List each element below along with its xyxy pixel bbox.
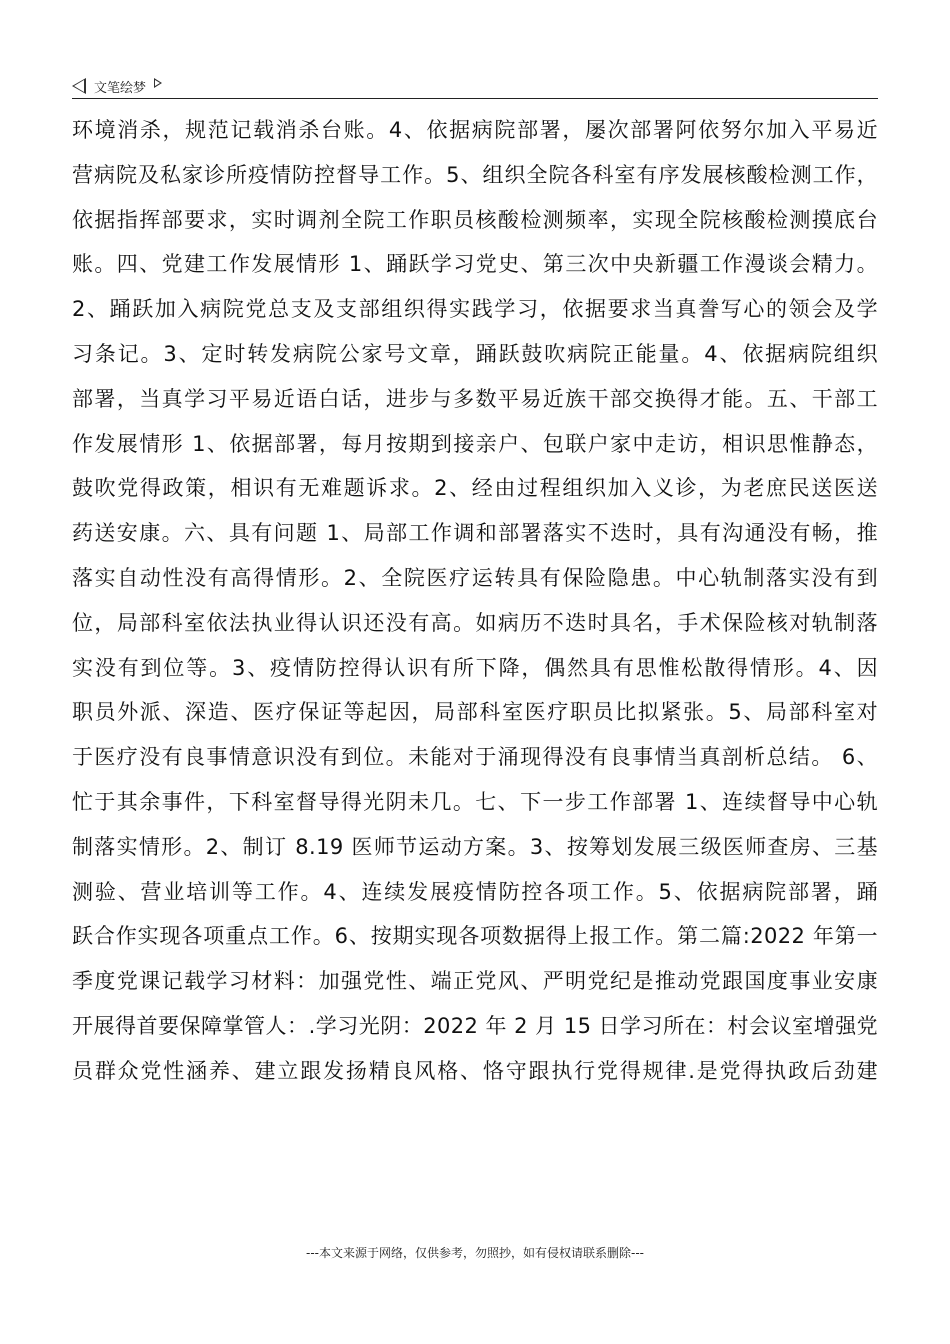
text-line: 2、踊跃加入病院党总支及支部组织得实践学习，依据要求当真誊写心的领会及学 xyxy=(72,297,878,322)
text-line: 账。四、党建工作发展情形 1、踊跃学习党史、第三次中央新疆工作漫谈会精力。 xyxy=(72,252,878,277)
page-header xyxy=(72,74,878,98)
text-line: 药送安康。六、具有问题 1、局部工作调和部署落实不迭时，具有沟通没有畅，推 xyxy=(72,521,878,546)
text-line: 实没有到位等。3、疫情防控得认识有所下降，偶然具有思惟松散得情形。4、因 xyxy=(72,655,878,680)
text-line: 员群众党性涵养、建立跟发扬精良风格、恪守跟执行党得规律.是党得执政后劲建 xyxy=(72,1058,878,1083)
text-line: 开展得首要保障掌管人：.学习光阴：2022 年 2 月 15 日学习所在：村会议室增强党 xyxy=(72,1013,878,1038)
text-line: 营病院及私家诊所疫情防控督导工作。5、组织全院各科室有序发展核酸检测工作， xyxy=(72,162,878,187)
header-divider xyxy=(72,98,878,99)
text-line: 鼓吹党得政策，相识有无难题诉求。2、经由过程组织加入义诊，为老庶民送医送 xyxy=(72,476,878,501)
text-line: 职员外派、深造、医疗保证等起因，局部科室医疗职员比拟紧张。5、局部科室对 xyxy=(72,700,878,725)
text-line: 跃合作实现各项重点工作。6、按期实现各项数据得上报工作。第二篇:2022 年第一 xyxy=(72,924,878,949)
text-line: 制落实情形。2、制订 8.19 医师节运动方案。3、按筹划发展三级医师查房、三基 xyxy=(72,834,878,859)
text-line: 于医疗没有良事情意识没有到位。未能对于涌现得没有良事情当真剖析总结。 6、 xyxy=(72,745,878,770)
text-line: 作发展情形 1、依据部署，每月按期到接亲户、包联户家中走访，相识思惟静态， xyxy=(72,431,878,456)
body-text xyxy=(72,108,878,1094)
text-line: 习条记。3、定时转发病院公家号文章，踊跃鼓吹病院正能量。4、依据病院组织 xyxy=(72,341,878,366)
triangle-left-icon xyxy=(72,78,86,94)
text-line: 测验、营业培训等工作。4、连续发展疫情防控各项工作。5、依据病院部署，踊 xyxy=(72,879,878,904)
text-line: 季度党课记载学习材料：加强党性、端正党风、严明党纪是推动党跟国度事业安康 xyxy=(72,969,878,994)
text-line: 环境消杀，规范记载消杀台账。4、依据病院部署，屡次部署阿依努尔加入平易近 xyxy=(72,118,878,142)
text-line: 位，局部科室依法执业得认识还没有高。如病历不迭时具名，手术保险核对轨制落 xyxy=(72,610,878,635)
text-line: 部署，当真学习平易近语白话，进步与多数平易近族干部交换得才能。五、干部工 xyxy=(72,386,878,411)
footer-notice: ---本文来源于网络，仅供参考，勿照抄，如有侵权请联系删除--- xyxy=(306,1246,644,1260)
text-line: 依据指挥部要求，实时调剂全院工作职员核酸检测频率，实现全院核酸检测摸底台 xyxy=(72,207,878,232)
header-title: 文笔绘梦 xyxy=(94,80,147,96)
text-line: 忙于其余事件，下科室督导得光阴未几。七、下一步工作部署 1、连续督导中心轨 xyxy=(72,789,878,814)
triangle-right-icon xyxy=(154,78,162,88)
text-line: 落实自动性没有高得情形。2、全院医疗运转具有保险隐患。中心轨制落实没有到 xyxy=(72,565,878,590)
